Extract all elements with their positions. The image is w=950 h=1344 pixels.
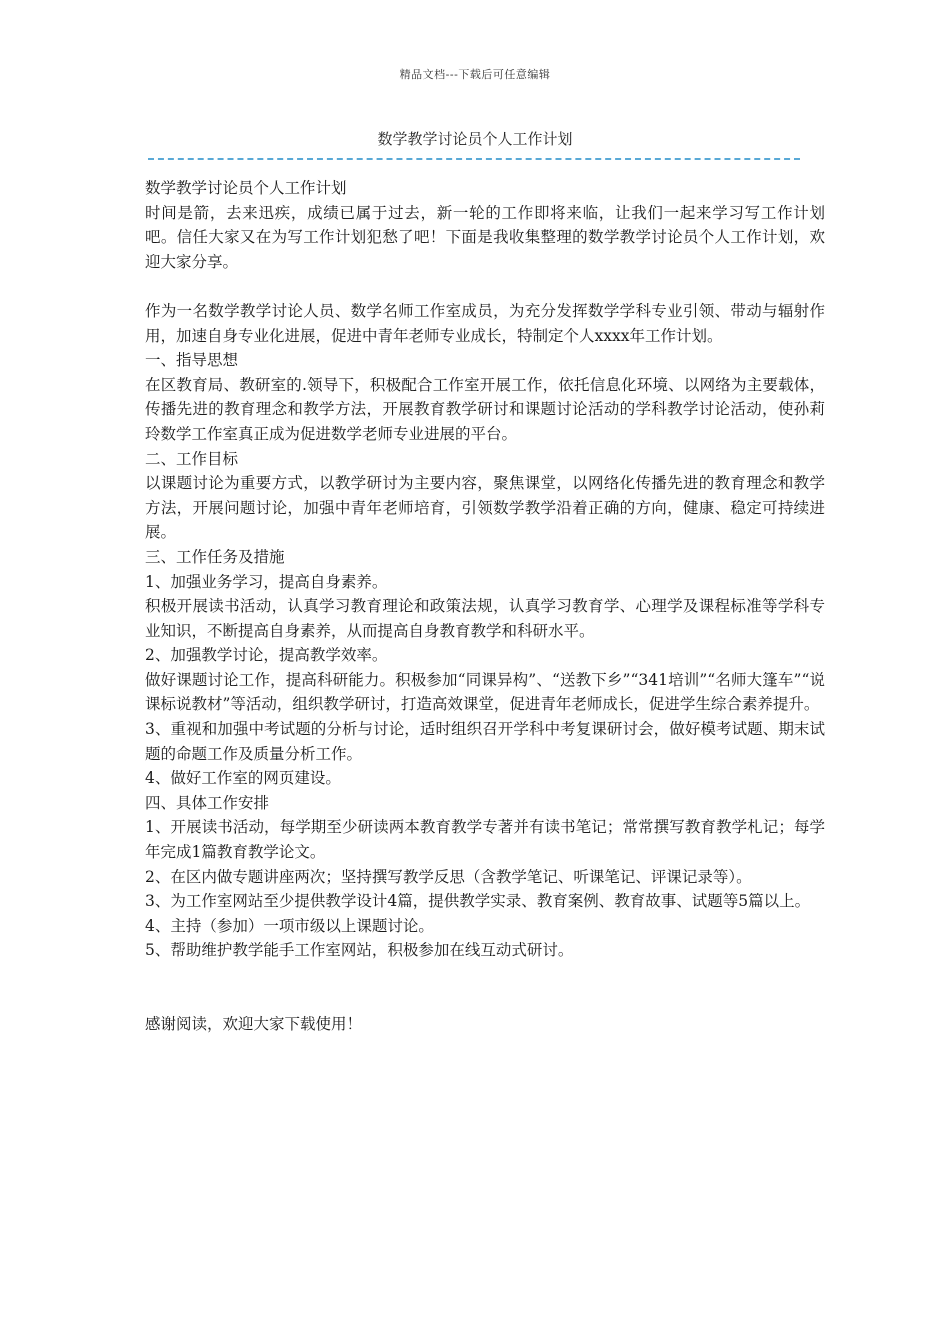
intro-paragraph: 时间是箭，去来迅疾，成绩已属于过去，新一轮的工作即将来临，让我们一起来学习写工作计划吧。信任大家又在为写工作计划犯愁了吧！下面是我收集整理的数学教学讨论员个人工作计划，欢迎大家分享。 [145,203,825,271]
blank-lines [145,963,825,1012]
schedule-item-1: 1、开展读书活动，每学期至少研读两本教育教学专著并有读书笔记；常常撰写教育教学札记；每学年完成1篇教育教学论文。 [145,818,825,862]
task-item-3: 3、重视和加强中考试题的分析与讨论，适时组织召开学科中考复课研讨会，做好模考试题、期末试题的命题工作及质量分析工作。 [145,720,825,763]
document-title: 数学教学讨论员个人工作计划 [377,130,573,148]
blank-line [145,274,825,299]
schedule-item-4: 4、主持（参加）一项市级以上课题讨论。 [145,916,434,935]
task-item-2-detail: 做好课题讨论工作，提高科研能力。积极参加“同课异构”、“送教下乡”“341培训”“名师大篷车”“说课标说教材”等活动，组织教学研讨，打造高效课堂，促进青年老师成长，促进学生综合素养提升。 [145,670,825,714]
task-item-1: 1、加强业务学习，提高自身素养。 [145,572,388,591]
title-divider [148,158,800,160]
schedule-item-3: 3、为工作室网站至少提供教学设计4篇，提供教学实录、教育案例、教育故事、试题等5篇以上。 [145,892,811,911]
closing-note: 感谢阅读，欢迎大家下载使用！ [145,1015,363,1033]
guiding-thought-paragraph: 在区教育局、教研室的.领导下，积极配合工作室开展工作，依托信息化环境、以网络为主要载体，传播先进的教育理念和教学方法，开展教育教学研讨和课题讨论活动的学科教学讨论活动，使孙莉玲数学工作室真正成为促进数学老师专业进展的平台。 [145,375,825,443]
work-goals-paragraph: 以课题讨论为重要方式，以教学研讨为主要内容，聚焦课堂，以网络化传播先进的教育理念和教学方法，开展问题讨论，加强中青年老师培育，引领数学教学沿着正确的方向，健康、稳定可持续进展。 [145,474,825,542]
schedule-item-5: 5、帮助维护教学能手工作室网站，积极参加在线互动式研讨。 [145,941,574,960]
section-heading-guiding-thought: 一、指导思想 [145,351,239,370]
section-heading-work-goals: 二、工作目标 [145,449,239,468]
task-item-4: 4、做好工作室的网页建设。 [145,769,341,788]
task-item-2: 2、加强教学讨论，提高教学效率。 [145,646,388,665]
purpose-paragraph: 作为一名数学教学讨论人员、数学名师工作室成员，为充分发挥数学学科专业引领、带动与辐射作用，加速自身专业化进展，促进中青年老师专业成长，特制定个人xxxx年工作计划。 [145,301,825,345]
schedule-item-2: 2、在区内做专题讲座两次；坚持撰写教学反思（含教学笔记、听课笔记、评课记录等）。 [145,867,752,886]
section-heading-schedule: 四、具体工作安排 [145,793,270,812]
header-note: 精品文档---下载后可任意编辑 [399,68,551,81]
section-heading-tasks-measures: 三、工作任务及措施 [145,547,285,566]
document-body [145,176,825,1037]
body-heading: 数学教学讨论员个人工作计划 [145,179,347,197]
task-item-1-detail: 积极开展读书活动，认真学习教育理论和政策法规，认真学习教育学、心理学及课程标准等学科专业知识，不断提高自身素养，从而提高自身教育教学和科研水平。 [145,597,825,640]
